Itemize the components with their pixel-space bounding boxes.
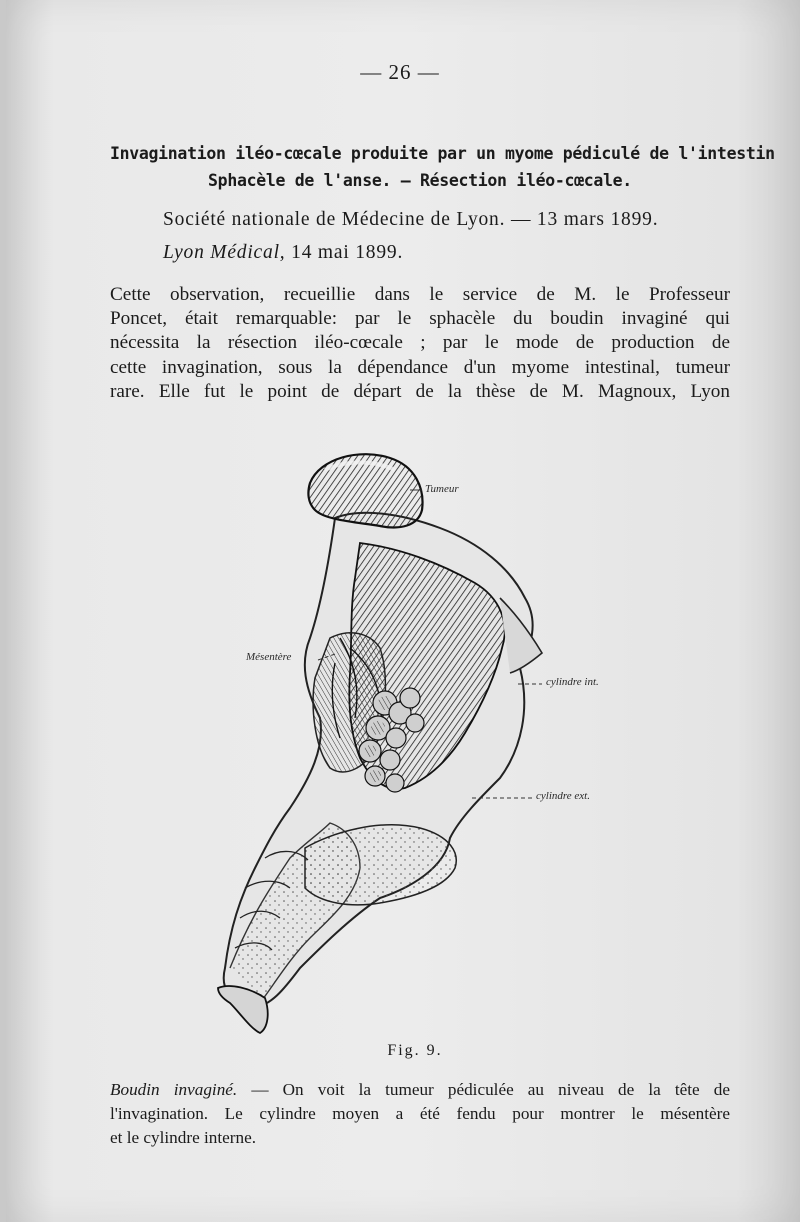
- label-tumeur: Tumeur: [425, 483, 459, 495]
- article-title: [110, 140, 775, 194]
- paragraph-line: Cette observation, recueillie dans le service de M. le Professeur: [110, 284, 730, 305]
- paragraph-line: nécessita la résection iléo-cœcale ; par le mode de production de: [110, 332, 730, 354]
- source-journal: Lyon Médical,: [163, 242, 286, 263]
- source-reference: [163, 203, 658, 269]
- label-mesentere: Mésentère: [246, 651, 292, 663]
- source-society: Société nationale de Médecine de Lyon. — 13 mars 1899.: [163, 209, 659, 230]
- title-line-1: Invagination iléo-cœcale produite par un myome pédiculé de l'intestin: [110, 144, 775, 163]
- body-paragraph: [110, 283, 730, 404]
- caption-line: [110, 1078, 730, 1102]
- title-line-2: Sphacèle de l'anse. — Résection iléo-cœcale.: [208, 171, 632, 190]
- source-journal-date: 14 mai 1899.: [291, 242, 404, 263]
- source-journal-line: [163, 236, 658, 269]
- paragraph-line: Poncet, était remarquable: par le sphacèle du boudin invaginé qui: [110, 308, 730, 330]
- label-cylindre-int: cylindre int.: [546, 676, 599, 688]
- anatomical-illustration: [210, 448, 630, 1038]
- caption-line-3: et le cylindre interne.: [110, 1128, 257, 1147]
- caption-lead: Boudin invaginé.: [110, 1080, 238, 1099]
- paragraph-line: rare. Elle fut le point de départ de la thèse de M. Magnoux, Lyon: [110, 380, 730, 402]
- figure-number: Fig. 9.: [387, 1042, 443, 1059]
- paragraph-line: cette invagination, sous la dépendance d'un myome intestinal, tumeur: [110, 356, 730, 378]
- figure-caption: [110, 1078, 730, 1150]
- label-cylindre-ext: cylindre ext.: [536, 790, 590, 802]
- caption-line-1-rest: — On voit la tumeur pédiculée au niveau de la tête de: [251, 1080, 730, 1099]
- invagination-drawing: [210, 448, 630, 1038]
- page-number: — 26 —: [360, 60, 440, 84]
- caption-line-2: l'invagination. Le cylindre moyen a été fendu pour montrer le mésentère: [110, 1104, 730, 1123]
